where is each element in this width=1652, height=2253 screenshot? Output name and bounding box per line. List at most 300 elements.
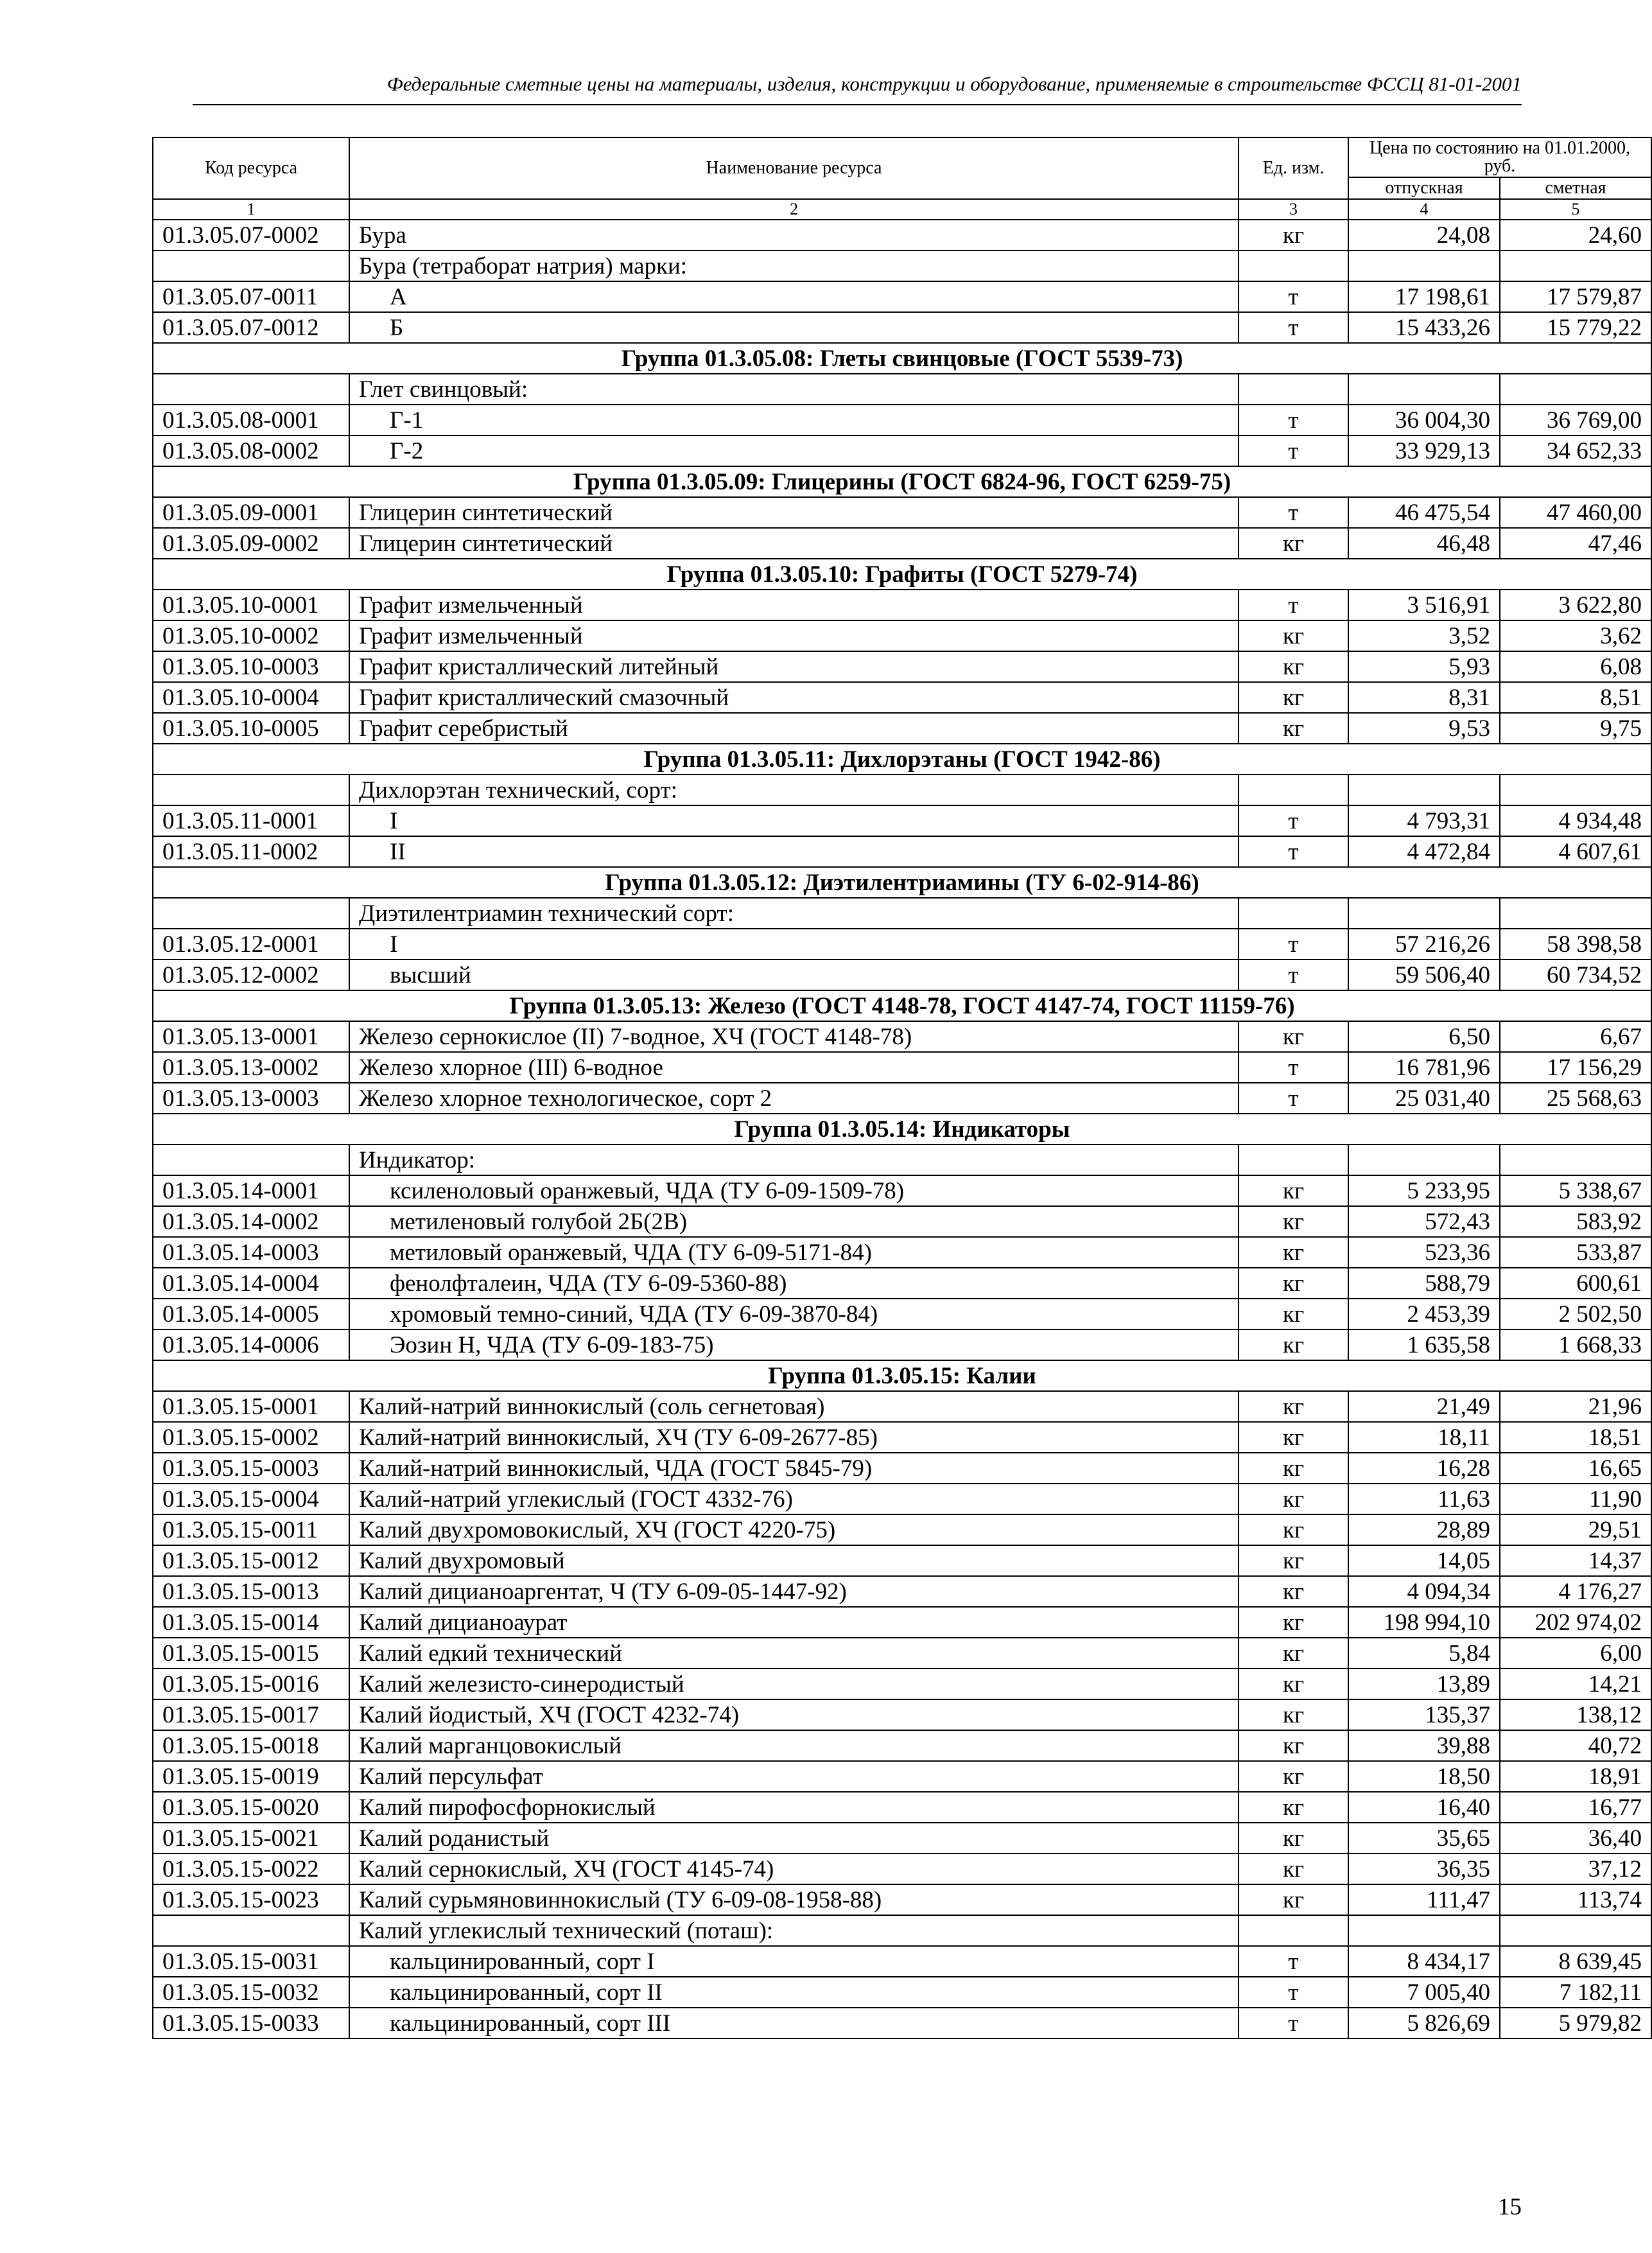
release-price: 15 433,26 xyxy=(1348,312,1500,343)
release-price: 4 472,84 xyxy=(1348,836,1500,867)
estimate-price-cell xyxy=(1500,775,1651,805)
code-cell xyxy=(153,374,349,405)
table-row xyxy=(153,1730,1651,1761)
group-title: Группа 01.3.05.13: Железо (ГОСТ 4148-78, ГОСТ 4147-74, ГОСТ 11159-76) xyxy=(153,990,1651,1021)
group-header-row xyxy=(153,867,1651,898)
unit: т xyxy=(1239,405,1348,435)
table-row xyxy=(153,1884,1651,1915)
group-title: Группа 01.3.05.09: Глицерины (ГОСТ 6824-96, ГОСТ 6259-75) xyxy=(153,466,1651,497)
header-rule xyxy=(193,104,1522,105)
estimate-price: 3,62 xyxy=(1500,620,1651,651)
resource-name: Калий дицианоаргентат, Ч (ТУ 6-09-05-1447-92) xyxy=(349,1576,1239,1607)
resource-name: Калий-натрий виннокислый, ХЧ (ТУ 6-09-2677-85) xyxy=(349,1422,1239,1453)
resource-name: Калий двухромовокислый, ХЧ (ГОСТ 4220-75) xyxy=(349,1514,1239,1545)
resource-code: 01.3.05.14-0002 xyxy=(153,1206,349,1237)
col-header-code: Код ресурса xyxy=(153,137,349,199)
unit: кг xyxy=(1239,1453,1348,1484)
resource-code: 01.3.05.14-0005 xyxy=(153,1299,349,1329)
unit: кг xyxy=(1239,682,1348,713)
estimate-price: 113,74 xyxy=(1500,1884,1651,1915)
resource-name: I xyxy=(349,929,1239,960)
resource-code: 01.3.05.09-0002 xyxy=(153,528,349,559)
unit-cell xyxy=(1239,1915,1348,1946)
code-cell xyxy=(153,250,349,281)
estimate-price: 6,67 xyxy=(1500,1021,1651,1052)
estimate-price: 5 338,67 xyxy=(1500,1175,1651,1206)
resource-name: Калий едкий технический xyxy=(349,1638,1239,1669)
resource-code: 01.3.05.13-0001 xyxy=(153,1021,349,1052)
unit-cell xyxy=(1239,374,1348,405)
resource-name: Г-2 xyxy=(349,435,1239,466)
resource-name: Калий йодистый, ХЧ (ГОСТ 4232-74) xyxy=(349,1699,1239,1730)
resource-code: 01.3.05.10-0001 xyxy=(153,590,349,620)
resource-code: 01.3.05.10-0004 xyxy=(153,682,349,713)
resource-code: 01.3.05.15-0016 xyxy=(153,1669,349,1699)
table-row xyxy=(153,1052,1651,1083)
table-row xyxy=(153,620,1651,651)
subheading-row xyxy=(153,374,1651,405)
unit: т xyxy=(1239,590,1348,620)
subheading-text: Дихлорэтан технический, сорт: xyxy=(349,775,1239,805)
release-price: 46 475,54 xyxy=(1348,497,1500,528)
release-price: 198 994,10 xyxy=(1348,1607,1500,1638)
resource-code: 01.3.05.10-0005 xyxy=(153,713,349,744)
group-header-row xyxy=(153,559,1651,590)
col-number: 4 xyxy=(1348,199,1500,220)
release-price: 35,65 xyxy=(1348,1823,1500,1854)
unit: т xyxy=(1239,805,1348,836)
unit: кг xyxy=(1239,1206,1348,1237)
resource-name: Калий-натрий виннокислый (соль сегнетовая) xyxy=(349,1391,1239,1422)
resource-name: Железо хлорное технологическое, сорт 2 xyxy=(349,1083,1239,1114)
release-price: 13,89 xyxy=(1348,1669,1500,1699)
col-header-estimate: сметная xyxy=(1500,177,1651,199)
release-price: 16 781,96 xyxy=(1348,1052,1500,1083)
resource-code: 01.3.05.12-0002 xyxy=(153,960,349,990)
subheading-row xyxy=(153,1144,1651,1175)
table-row xyxy=(153,1792,1651,1823)
unit: т xyxy=(1239,497,1348,528)
resource-name: Бура xyxy=(349,220,1239,250)
estimate-price: 583,92 xyxy=(1500,1206,1651,1237)
unit-cell xyxy=(1239,775,1348,805)
release-price: 5,93 xyxy=(1348,651,1500,682)
release-price: 25 031,40 xyxy=(1348,1083,1500,1114)
table-row xyxy=(153,1514,1651,1545)
unit: кг xyxy=(1239,1329,1348,1360)
estimate-price: 29,51 xyxy=(1500,1514,1651,1545)
table-row xyxy=(153,1422,1651,1453)
resource-name: Графит серебристый xyxy=(349,713,1239,744)
resource-code: 01.3.05.07-0002 xyxy=(153,220,349,250)
release-price: 7 005,40 xyxy=(1348,1977,1500,2008)
unit-cell xyxy=(1239,1144,1348,1175)
subheading-row xyxy=(153,898,1651,929)
release-price: 2 453,39 xyxy=(1348,1299,1500,1329)
unit: кг xyxy=(1239,1576,1348,1607)
estimate-price: 21,96 xyxy=(1500,1391,1651,1422)
group-header-row xyxy=(153,744,1651,775)
col-header-name: Наименование ресурса xyxy=(349,137,1239,199)
resource-name: Калий-натрий углекислый (ГОСТ 4332-76) xyxy=(349,1484,1239,1514)
resource-code: 01.3.05.15-0002 xyxy=(153,1422,349,1453)
resource-name: Глицерин синтетический xyxy=(349,497,1239,528)
table-row xyxy=(153,1206,1651,1237)
estimate-price-cell xyxy=(1500,250,1651,281)
resource-code: 01.3.05.15-0021 xyxy=(153,1823,349,1854)
resource-code: 01.3.05.15-0032 xyxy=(153,1977,349,2008)
group-title: Группа 01.3.05.14: Индикаторы xyxy=(153,1114,1651,1144)
table-row xyxy=(153,1977,1651,2008)
release-price: 8,31 xyxy=(1348,682,1500,713)
page-header: Федеральные сметные цены на материалы, изделия, конструкции и оборудование, применяемые в строительстве ФССЦ 81-01-2001 xyxy=(387,73,1522,95)
subheading-row xyxy=(153,250,1651,281)
release-price: 24,08 xyxy=(1348,220,1500,250)
release-price-cell xyxy=(1348,250,1500,281)
subheading-text: Индикатор: xyxy=(349,1144,1239,1175)
table-row xyxy=(153,1329,1651,1360)
table-row xyxy=(153,2008,1651,2038)
resource-name: Эозин Н, ЧДА (ТУ 6-09-183-75) xyxy=(349,1329,1239,1360)
release-price-cell xyxy=(1348,775,1500,805)
estimate-price: 14,21 xyxy=(1500,1669,1651,1699)
resource-name: Железо сернокислое (II) 7-водное, ХЧ (ГОСТ 4148-78) xyxy=(349,1021,1239,1052)
group-header-row xyxy=(153,343,1651,374)
release-price: 5 233,95 xyxy=(1348,1175,1500,1206)
table-row xyxy=(153,1638,1651,1669)
release-price: 5,84 xyxy=(1348,1638,1500,1669)
table-row xyxy=(153,1391,1651,1422)
unit: кг xyxy=(1239,1422,1348,1453)
unit: кг xyxy=(1239,1484,1348,1514)
price-table-body xyxy=(153,220,1651,2038)
release-price-cell xyxy=(1348,374,1500,405)
col-header-unit: Ед. изм. xyxy=(1239,137,1348,199)
group-title: Группа 01.3.05.11: Дихлорэтаны (ГОСТ 1942-86) xyxy=(153,744,1651,775)
resource-name: I xyxy=(349,805,1239,836)
unit: кг xyxy=(1239,1299,1348,1329)
estimate-price: 5 979,82 xyxy=(1500,2008,1651,2038)
estimate-price: 36 769,00 xyxy=(1500,405,1651,435)
code-cell xyxy=(153,775,349,805)
estimate-price: 6,00 xyxy=(1500,1638,1651,1669)
release-price: 111,47 xyxy=(1348,1884,1500,1915)
unit: т xyxy=(1239,2008,1348,2038)
release-price: 18,11 xyxy=(1348,1422,1500,1453)
resource-code: 01.3.05.12-0001 xyxy=(153,929,349,960)
estimate-price-cell xyxy=(1500,1915,1651,1946)
table-row xyxy=(153,1576,1651,1607)
resource-name: Калий персульфат xyxy=(349,1761,1239,1792)
release-price: 39,88 xyxy=(1348,1730,1500,1761)
resource-name: метиловый оранжевый, ЧДА (ТУ 6-09-5171-84) xyxy=(349,1237,1239,1268)
estimate-price: 9,75 xyxy=(1500,713,1651,744)
table-row xyxy=(153,1761,1651,1792)
resource-code: 01.3.05.15-0015 xyxy=(153,1638,349,1669)
group-header-row xyxy=(153,1114,1651,1144)
table-row xyxy=(153,1946,1651,1977)
subheading-text: Бура (тетраборат натрия) марки: xyxy=(349,250,1239,281)
table-row xyxy=(153,1268,1651,1299)
estimate-price: 17 579,87 xyxy=(1500,281,1651,312)
release-price: 4 793,31 xyxy=(1348,805,1500,836)
release-price: 59 506,40 xyxy=(1348,960,1500,990)
code-cell xyxy=(153,898,349,929)
col-number: 3 xyxy=(1239,199,1348,220)
resource-name: Калий марганцовокислый xyxy=(349,1730,1239,1761)
resource-name: фенолфталеин, ЧДА (ТУ 6-09-5360-88) xyxy=(349,1268,1239,1299)
table-row xyxy=(153,220,1651,250)
resource-code: 01.3.05.14-0004 xyxy=(153,1268,349,1299)
release-price: 18,50 xyxy=(1348,1761,1500,1792)
resource-name: Калий-натрий виннокислый, ЧДА (ГОСТ 5845-79) xyxy=(349,1453,1239,1484)
col-number: 5 xyxy=(1500,199,1651,220)
estimate-price: 4 934,48 xyxy=(1500,805,1651,836)
release-price: 16,28 xyxy=(1348,1453,1500,1484)
table-row xyxy=(153,1021,1651,1052)
table-row xyxy=(153,1484,1651,1514)
resource-code: 01.3.05.15-0023 xyxy=(153,1884,349,1915)
resource-name: Б xyxy=(349,312,1239,343)
resource-code: 01.3.05.15-0001 xyxy=(153,1391,349,1422)
resource-code: 01.3.05.07-0011 xyxy=(153,281,349,312)
estimate-price: 16,65 xyxy=(1500,1453,1651,1484)
price-table xyxy=(152,137,1652,2039)
resource-code: 01.3.05.15-0013 xyxy=(153,1576,349,1607)
unit: кг xyxy=(1239,1792,1348,1823)
unit: кг xyxy=(1239,1391,1348,1422)
resource-name: кальцинированный, сорт III xyxy=(349,2008,1239,2038)
estimate-price: 58 398,58 xyxy=(1500,929,1651,960)
estimate-price: 47,46 xyxy=(1500,528,1651,559)
estimate-price: 25 568,63 xyxy=(1500,1083,1651,1114)
resource-code: 01.3.05.07-0012 xyxy=(153,312,349,343)
resource-code: 01.3.05.14-0003 xyxy=(153,1237,349,1268)
release-price: 8 434,17 xyxy=(1348,1946,1500,1977)
estimate-price: 60 734,52 xyxy=(1500,960,1651,990)
estimate-price: 11,90 xyxy=(1500,1484,1651,1514)
unit: кг xyxy=(1239,1175,1348,1206)
subheading-text: Глет свинцовый: xyxy=(349,374,1239,405)
estimate-price: 47 460,00 xyxy=(1500,497,1651,528)
release-price: 46,48 xyxy=(1348,528,1500,559)
release-price: 17 198,61 xyxy=(1348,281,1500,312)
resource-name: кальцинированный, сорт I xyxy=(349,1946,1239,1977)
release-price: 28,89 xyxy=(1348,1514,1500,1545)
table-row xyxy=(153,312,1651,343)
estimate-price-cell xyxy=(1500,1144,1651,1175)
resource-name: Калий дицианоаурат xyxy=(349,1607,1239,1638)
estimate-price: 2 502,50 xyxy=(1500,1299,1651,1329)
resource-code: 01.3.05.15-0018 xyxy=(153,1730,349,1761)
unit: кг xyxy=(1239,1237,1348,1268)
resource-code: 01.3.05.10-0002 xyxy=(153,620,349,651)
release-price: 523,36 xyxy=(1348,1237,1500,1268)
resource-code: 01.3.05.11-0001 xyxy=(153,805,349,836)
resource-code: 01.3.05.15-0019 xyxy=(153,1761,349,1792)
resource-code: 01.3.05.11-0002 xyxy=(153,836,349,867)
resource-code: 01.3.05.15-0033 xyxy=(153,2008,349,2038)
release-price: 1 635,58 xyxy=(1348,1329,1500,1360)
table-row xyxy=(153,929,1651,960)
resource-code: 01.3.05.15-0022 xyxy=(153,1854,349,1884)
table-row xyxy=(153,528,1651,559)
unit: кг xyxy=(1239,1545,1348,1576)
unit: кг xyxy=(1239,1268,1348,1299)
release-price: 3 516,91 xyxy=(1348,590,1500,620)
resource-name: хромовый темно-синий, ЧДА (ТУ 6-09-3870-84) xyxy=(349,1299,1239,1329)
estimate-price: 8 639,45 xyxy=(1500,1946,1651,1977)
resource-code: 01.3.05.15-0012 xyxy=(153,1545,349,1576)
estimate-price: 8,51 xyxy=(1500,682,1651,713)
table-row xyxy=(153,1083,1651,1114)
unit: т xyxy=(1239,312,1348,343)
unit-cell xyxy=(1239,250,1348,281)
group-header-row xyxy=(153,990,1651,1021)
table-row xyxy=(153,960,1651,990)
table-row xyxy=(153,651,1651,682)
resource-code: 01.3.05.08-0002 xyxy=(153,435,349,466)
resource-name: ксиленоловый оранжевый, ЧДА (ТУ 6-09-1509-78) xyxy=(349,1175,1239,1206)
estimate-price: 7 182,11 xyxy=(1500,1977,1651,2008)
resource-name: Графит кристаллический смазочный xyxy=(349,682,1239,713)
table-row xyxy=(153,1175,1651,1206)
group-header-row xyxy=(153,1360,1651,1391)
unit: кг xyxy=(1239,528,1348,559)
unit: т xyxy=(1239,1083,1348,1114)
resource-code: 01.3.05.08-0001 xyxy=(153,405,349,435)
estimate-price: 40,72 xyxy=(1500,1730,1651,1761)
table-row xyxy=(153,435,1651,466)
resource-code: 01.3.05.10-0003 xyxy=(153,651,349,682)
col-header-release: отпускная xyxy=(1348,177,1500,199)
release-price: 16,40 xyxy=(1348,1792,1500,1823)
unit: кг xyxy=(1239,1823,1348,1854)
group-header-row xyxy=(153,466,1651,497)
unit: кг xyxy=(1239,1607,1348,1638)
table-row xyxy=(153,405,1651,435)
release-price: 57 216,26 xyxy=(1348,929,1500,960)
unit: кг xyxy=(1239,651,1348,682)
estimate-price: 4 176,27 xyxy=(1500,1576,1651,1607)
estimate-price: 14,37 xyxy=(1500,1545,1651,1576)
estimate-price: 37,12 xyxy=(1500,1854,1651,1884)
table-row xyxy=(153,1545,1651,1576)
resource-name: II xyxy=(349,836,1239,867)
resource-name: высший xyxy=(349,960,1239,990)
estimate-price: 138,12 xyxy=(1500,1699,1651,1730)
estimate-price: 600,61 xyxy=(1500,1268,1651,1299)
resource-name: Калий железисто-синеродистый xyxy=(349,1669,1239,1699)
unit: кг xyxy=(1239,1699,1348,1730)
table-row xyxy=(153,1854,1651,1884)
resource-code: 01.3.05.15-0014 xyxy=(153,1607,349,1638)
release-price: 14,05 xyxy=(1348,1545,1500,1576)
group-title: Группа 01.3.05.08: Глеты свинцовые (ГОСТ 5539-73) xyxy=(153,343,1651,374)
resource-name: кальцинированный, сорт II xyxy=(349,1977,1239,2008)
unit: т xyxy=(1239,435,1348,466)
page-number: 15 xyxy=(1498,2194,1522,2220)
unit: кг xyxy=(1239,1021,1348,1052)
estimate-price: 36,40 xyxy=(1500,1823,1651,1854)
release-price: 36,35 xyxy=(1348,1854,1500,1884)
unit: кг xyxy=(1239,1761,1348,1792)
unit: кг xyxy=(1239,1638,1348,1669)
group-title: Группа 01.3.05.12: Диэтилентриамины (ТУ 6-02-914-86) xyxy=(153,867,1651,898)
unit: кг xyxy=(1239,1854,1348,1884)
release-price-cell xyxy=(1348,1915,1500,1946)
release-price-cell xyxy=(1348,898,1500,929)
subheading-row xyxy=(153,775,1651,805)
unit: кг xyxy=(1239,1884,1348,1915)
table-row xyxy=(153,497,1651,528)
resource-name: Калий сурьмяновиннокислый (ТУ 6-09-08-1958-88) xyxy=(349,1884,1239,1915)
unit: т xyxy=(1239,1977,1348,2008)
release-price: 5 826,69 xyxy=(1348,2008,1500,2038)
resource-code: 01.3.05.15-0004 xyxy=(153,1484,349,1514)
table-row xyxy=(153,281,1651,312)
code-cell xyxy=(153,1144,349,1175)
estimate-price: 533,87 xyxy=(1500,1237,1651,1268)
estimate-price: 3 622,80 xyxy=(1500,590,1651,620)
subheading-row xyxy=(153,1915,1651,1946)
group-title: Группа 01.3.05.10: Графиты (ГОСТ 5279-74) xyxy=(153,559,1651,590)
release-price: 9,53 xyxy=(1348,713,1500,744)
table-row xyxy=(153,1299,1651,1329)
col-header-price: Цена по состоянию на 01.01.2000, руб. xyxy=(1348,137,1651,177)
release-price: 588,79 xyxy=(1348,1268,1500,1299)
release-price: 33 929,13 xyxy=(1348,435,1500,466)
table-row xyxy=(153,1237,1651,1268)
resource-name: Калий роданистый xyxy=(349,1823,1239,1854)
unit-cell xyxy=(1239,898,1348,929)
estimate-price: 24,60 xyxy=(1500,220,1651,250)
estimate-price-cell xyxy=(1500,374,1651,405)
table-row xyxy=(153,805,1651,836)
release-price: 11,63 xyxy=(1348,1484,1500,1514)
resource-code: 01.3.05.15-0031 xyxy=(153,1946,349,1977)
estimate-price: 34 652,33 xyxy=(1500,435,1651,466)
subheading-text: Диэтилентриамин технический сорт: xyxy=(349,898,1239,929)
unit: т xyxy=(1239,1052,1348,1083)
group-title: Группа 01.3.05.15: Калии xyxy=(153,1360,1651,1391)
unit: т xyxy=(1239,929,1348,960)
resource-name: Графит кристаллический литейный xyxy=(349,651,1239,682)
resource-name: Калий пирофосфорнокислый xyxy=(349,1792,1239,1823)
table-row xyxy=(153,590,1651,620)
resource-code: 01.3.05.13-0002 xyxy=(153,1052,349,1083)
unit: кг xyxy=(1239,1514,1348,1545)
resource-name: Глицерин синтетический xyxy=(349,528,1239,559)
table-row xyxy=(153,1699,1651,1730)
unit: кг xyxy=(1239,1730,1348,1761)
release-price: 21,49 xyxy=(1348,1391,1500,1422)
resource-code: 01.3.05.14-0001 xyxy=(153,1175,349,1206)
resource-code: 01.3.05.15-0017 xyxy=(153,1699,349,1730)
resource-name: Графит измельченный xyxy=(349,590,1239,620)
estimate-price: 6,08 xyxy=(1500,651,1651,682)
subheading-text: Калий углекислый технический (поташ): xyxy=(349,1915,1239,1946)
estimate-price: 18,51 xyxy=(1500,1422,1651,1453)
release-price: 6,50 xyxy=(1348,1021,1500,1052)
table-row xyxy=(153,682,1651,713)
unit: кг xyxy=(1239,1669,1348,1699)
unit: т xyxy=(1239,836,1348,867)
estimate-price: 17 156,29 xyxy=(1500,1052,1651,1083)
code-cell xyxy=(153,1915,349,1946)
estimate-price-cell xyxy=(1500,898,1651,929)
estimate-price: 16,77 xyxy=(1500,1792,1651,1823)
